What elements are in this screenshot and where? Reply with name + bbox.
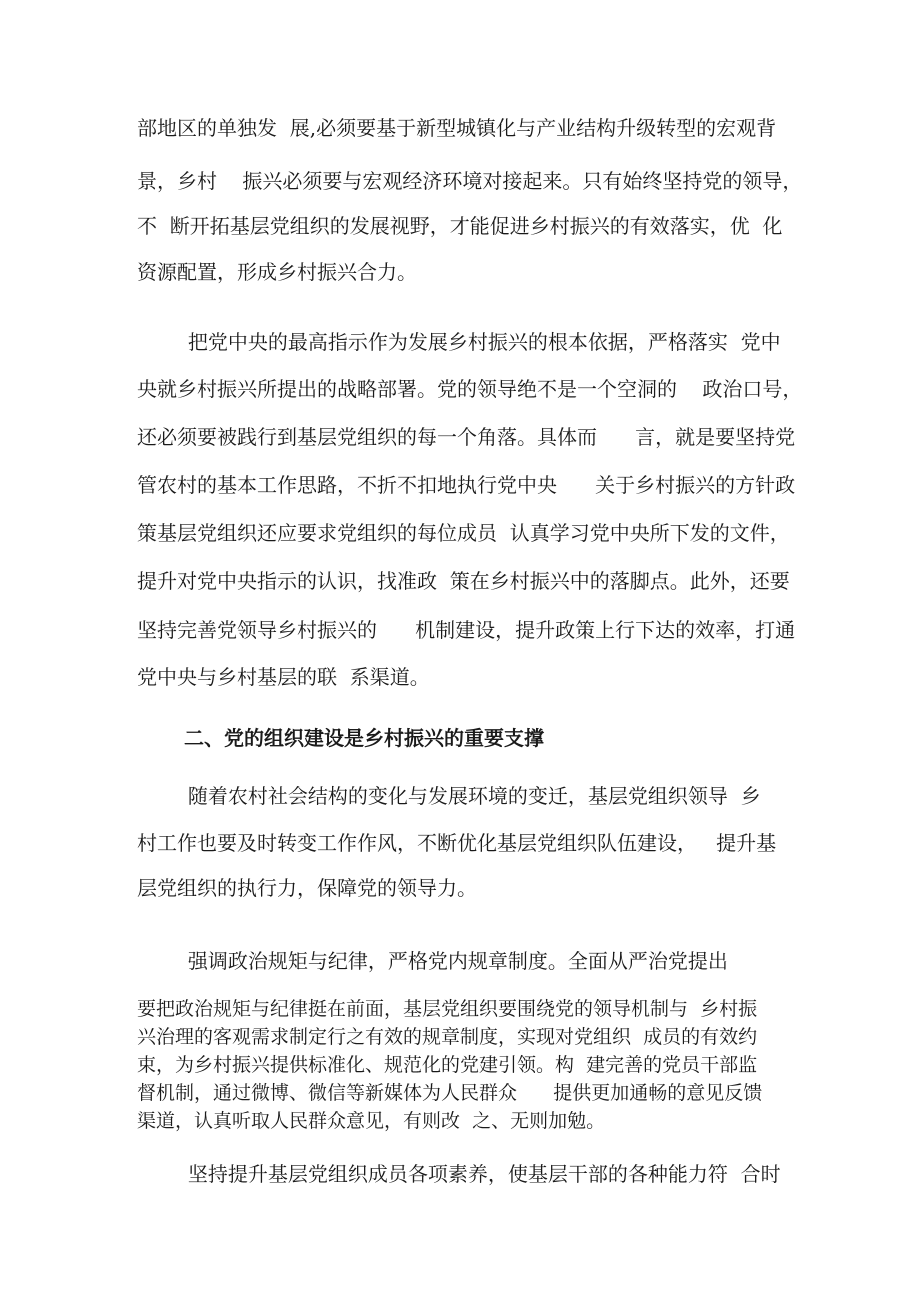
text-line: 提升对党中央指示的认识，找准政 策在乡村振兴中的落脚点。此外，还要 [137, 569, 790, 593]
section-heading: 二、党的组织建设是乡村振兴的重要支撑 [184, 726, 544, 750]
text-line: 还必须要被践行到基层党组织的每一个角落。具体而 言，就是要坚持党 [137, 425, 796, 449]
text-line: 把党中央的最高指示作为发展乡村振兴的根本依据，严格落实 党中 [137, 330, 781, 354]
text-line: 不 断开拓基层党组织的发展视野，才能促进乡村振兴的有效落实，优 化 [137, 214, 783, 238]
text-line: 渠道，认真听取人民群众意见，有则改 之、无则加勉。 [137, 1110, 606, 1132]
text-line: 督机制，通过微博、微信等新媒体为人民群众 提供更加通畅的意见反馈 [137, 1082, 763, 1104]
text-line: 坚持完善党领导乡村振兴的 机制建设，提升政策上行下达的效率，打通 [137, 618, 796, 642]
text-line: 资源配置，形成乡村振兴合力。 [137, 260, 417, 284]
text-line: 党中央与乡村基层的联 系渠道。 [137, 665, 430, 689]
text-line: 束，为乡村振兴提供标准化、规范化的党建引领。构 建完善的党员干部监 [137, 1054, 758, 1076]
text-line: 要把政治规矩与纪律挺在前面，基层党组织要围绕党的领导机制与 乡村振 [137, 998, 758, 1020]
paragraph-quality: 坚持提升基层党组织成员各项素养，使基层干部的各种能力符 合时 [137, 1162, 781, 1186]
text-line: 央就乡村振兴所提出的战略部署。党的领导绝不是一个空洞的 政治口号， [137, 377, 803, 401]
text-line: 管农村的基本工作思路，不折不扣地执行党中央 关于乡村振兴的方针政 [137, 473, 796, 497]
text-line: 随着农村社会结构的变化与发展环境的变迁，基层党组织领导 乡 [137, 784, 761, 808]
text-line: 层党组织的执行力，保障党的领导力。 [137, 876, 477, 900]
text-line: 兴治理的客观需求制定行之有效的规章制度，实现对党组织 成员的有效约 [137, 1026, 758, 1048]
text-line: 部地区的单独发 展,必须要基于新型城镇化与产业结构升级转型的宏观背 [137, 116, 777, 140]
text-line: 强调政治规矩与纪律，严格党内规章制度。全面从严治党提出 [137, 949, 728, 973]
text-line: 村工作也要及时转变工作作风，不断优化基层党组织队伍建设， 提升基 [137, 831, 777, 855]
text-line: 景，乡村 振兴必须要与宏观经济环境对接起来。只有始终坚持党的领导， [137, 169, 803, 193]
text-line: 策基层党组织还应要求党组织的每位成员 认真学习党中央所下发的文件， [137, 521, 790, 545]
